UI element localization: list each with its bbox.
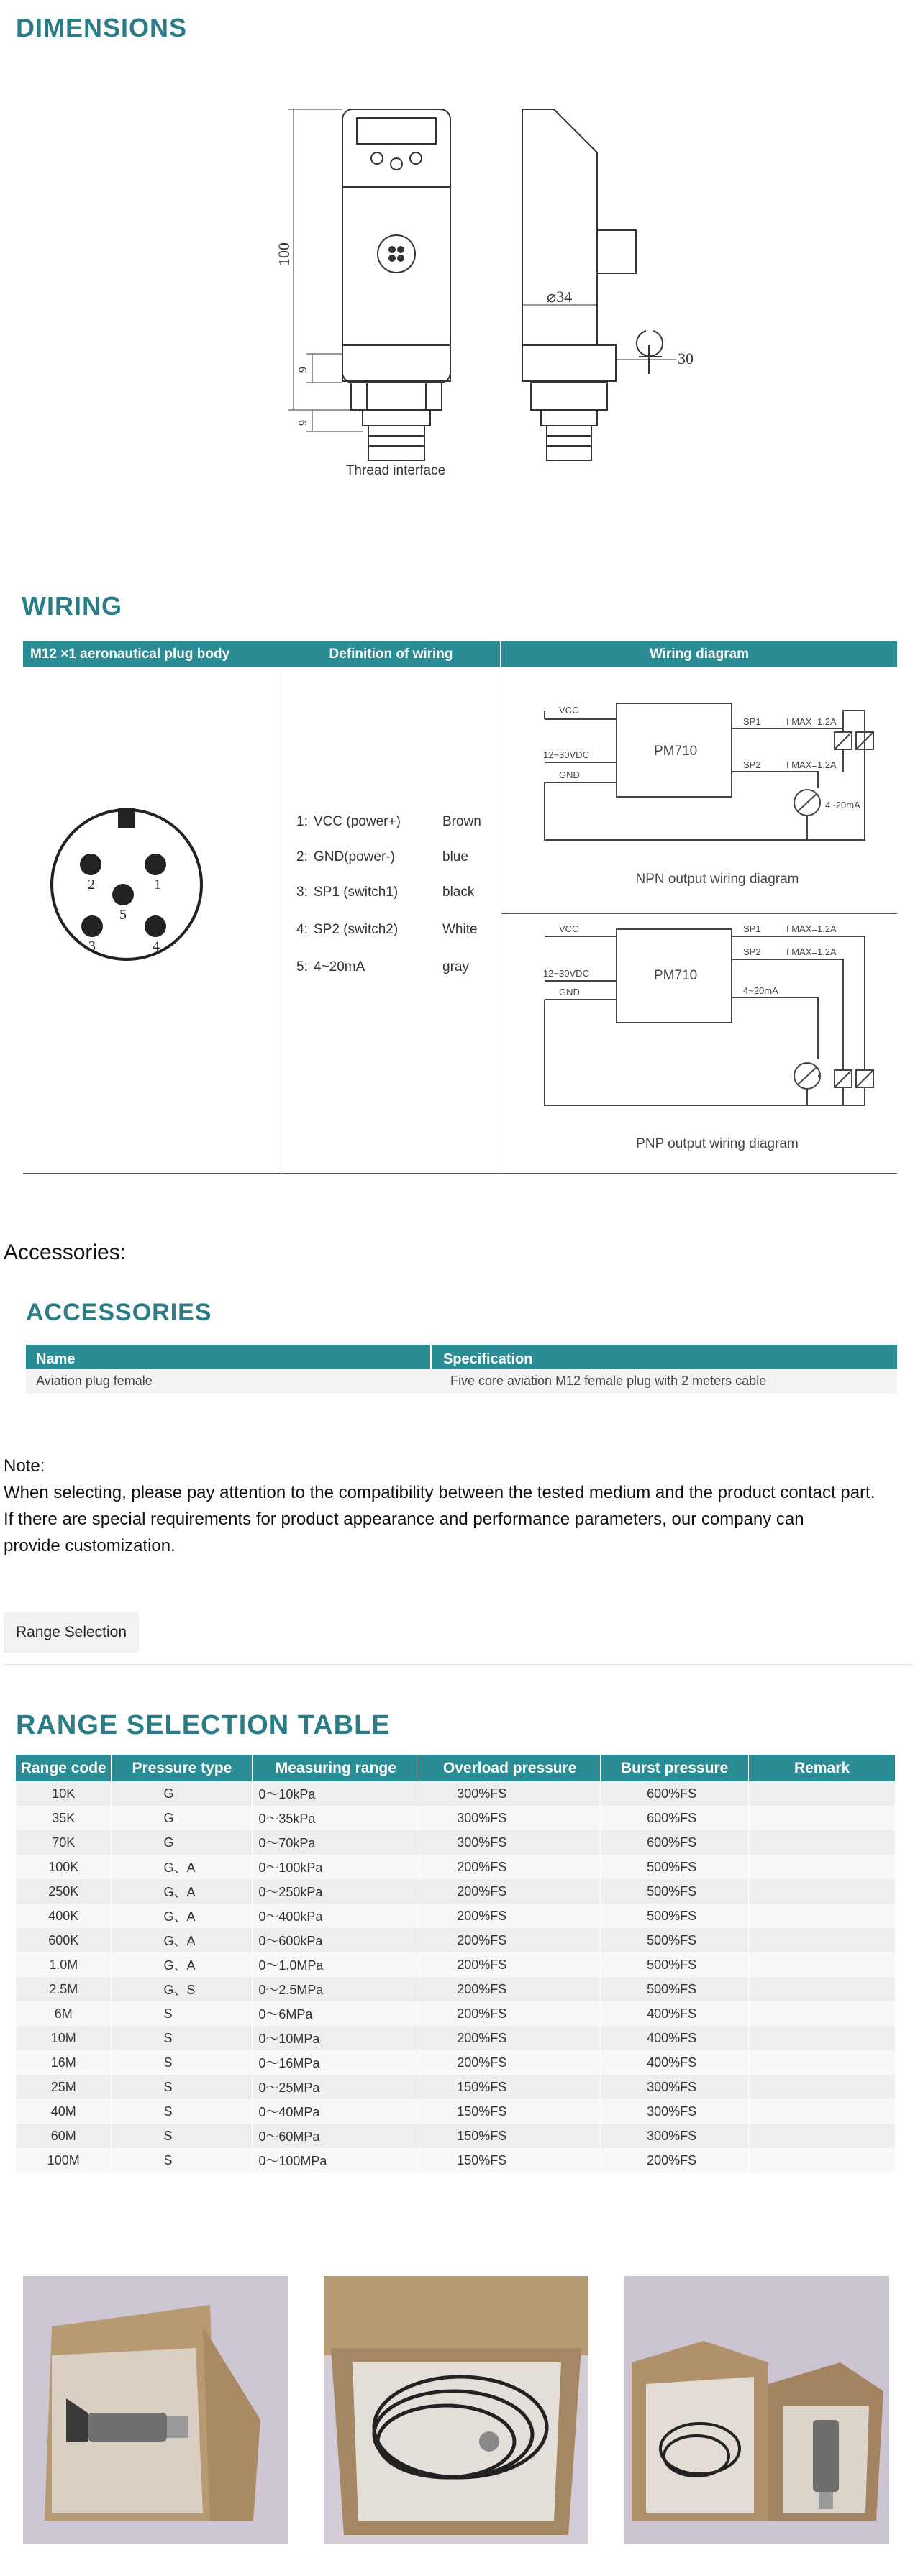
dim-height-label: 100	[275, 242, 293, 266]
table-row: 1.0M G、A 0～1.0MPa 200%FS 500%FS	[16, 1952, 896, 1977]
table-row: 100M S 0～100MPa 150%FS 200%FS	[16, 2148, 896, 2173]
pin-4-label: 4	[153, 938, 160, 954]
pnp-sp2-label: SP2	[743, 946, 761, 957]
table-row: 35K G 0～35kPa 300%FS 600%FS	[16, 1806, 896, 1830]
pin-5-label: 5	[119, 907, 127, 923]
range-table-header	[16, 1755, 896, 1781]
npn-analog-label: 4~20mA	[825, 800, 860, 810]
npn-model-label: PM710	[654, 744, 698, 759]
note-line-2: If there are special requirements for product appearance and performance parameters, our company can	[4, 1509, 804, 1529]
wiring-header-plug: M12 ×1 aeronautical plug body	[23, 641, 288, 667]
pin-3-label: 3	[88, 938, 96, 954]
table-row: 2.5M G、S 0～2.5MPa 200%FS 500%FS	[16, 1977, 896, 2001]
dim-small-label-1: 9	[297, 367, 309, 373]
pin-2-label: 2	[88, 877, 95, 892]
dimensions-drawing	[273, 101, 705, 489]
dim-side-label: 30	[678, 350, 694, 367]
pnp-gnd-label: GND	[559, 987, 580, 997]
accessories-label: Accessories:	[4, 1241, 127, 1264]
m12-plug-connector	[47, 805, 206, 964]
pnp-model-label: PM710	[654, 968, 698, 983]
note-line-3: provide customization.	[4, 1536, 176, 1556]
product-photo-2	[324, 2276, 588, 2544]
table-row: 70K G 0～70kPa 300%FS 600%FS	[16, 1830, 896, 1855]
table-row: 6M S 0～6MPa 200%FS 400%FS	[16, 2001, 896, 2026]
product-photo-3	[624, 2276, 889, 2544]
dimensions-title: DIMENSIONS	[16, 13, 188, 42]
pin-1-label: 1	[154, 877, 161, 892]
table-row: 40M S 0～40MPa 150%FS 300%FS	[16, 2099, 896, 2124]
wiring-header-diagram: Wiring diagram	[501, 641, 897, 667]
accessories-header-name: Name	[26, 1345, 430, 1369]
pnp-analog-label: 4~20mA	[743, 985, 778, 996]
note-block	[4, 1453, 921, 1559]
table-row: 400K G、A 0～400kPa 200%FS 500%FS	[16, 1904, 896, 1928]
npn-supply-label: 12~30VDC	[543, 749, 589, 760]
table-row: 600K G、A 0～600kPa 200%FS 500%FS	[16, 1928, 896, 1952]
dim-small-label-2: 9	[297, 420, 309, 426]
accessories-row	[26, 1369, 897, 1394]
range-header-type: Pressure type	[112, 1755, 253, 1781]
wiring-header-definition: Definition of wiring	[282, 641, 500, 667]
pnp-vcc-label: VCC	[559, 923, 579, 934]
wiring-table: M12 ×1 aeronautical plug body Definition of wiring Wiring diagram 2 1 5 3 4 1: VCC (power+) Brown 2: GND(power-) blue 3: SP1 (switch1) black 4: SP2 (switch2) White 5: 4~20mA gray VCC 12~30VDC GND PM710 SP1 SP2 I MAX=1.2A I MAX=1.2A 4~20mA NPN output wiring diagram VCC 12~30VDC GND PM710 SP1 SP2 I MAX=1.2A I MAX=1.2A 4~20mA PNP output wiring diagram	[23, 641, 897, 1174]
pnp-caption: PNP output wiring diagram	[636, 1136, 799, 1151]
accessory-name: Aviation plug female	[36, 1374, 153, 1388]
table-row: 10K G 0～10kPa 300%FS 600%FS	[16, 1781, 896, 1806]
range-header-remark: Remark	[749, 1755, 896, 1781]
thread-interface-label: Thread interface	[345, 463, 446, 478]
table-row: 25M S 0～25MPa 150%FS 300%FS	[16, 2075, 896, 2099]
accessory-spec: Five core aviation M12 female plug with 2 meters cable	[450, 1374, 767, 1388]
range-header-measuring: Measuring range	[253, 1755, 419, 1781]
accessories-header-spec: Specification	[432, 1345, 897, 1369]
range-selection-table	[16, 1755, 896, 2173]
npn-sp1-label: SP1	[743, 716, 761, 727]
range-header-code: Range code	[16, 1755, 112, 1781]
range-header-overload: Overload pressure	[419, 1755, 601, 1781]
range-table-title: RANGE SELECTION TABLE	[16, 1710, 391, 1740]
table-row: 250K G、A 0～250kPa 200%FS 500%FS	[16, 1879, 896, 1904]
pnp-imax2-label: I MAX=1.2A	[786, 946, 837, 957]
note-label: Note:	[4, 1456, 45, 1476]
npn-caption: NPN output wiring diagram	[635, 872, 799, 887]
table-row: 10M S 0～10MPa 200%FS 400%FS	[16, 2026, 896, 2050]
table-row: 60M S 0～60MPa 150%FS 300%FS	[16, 2124, 896, 2148]
npn-gnd-label: GND	[559, 769, 580, 780]
table-row: 100K G、A 0～100kPa 200%FS 500%FS	[16, 1855, 896, 1879]
accessories-title: ACCESSORIES	[26, 1299, 212, 1326]
npn-imax2-label: I MAX=1.2A	[786, 759, 837, 770]
range-header-burst: Burst pressure	[601, 1755, 749, 1781]
pnp-wiring-diagram	[501, 915, 897, 1172]
npn-sp2-label: SP2	[743, 759, 761, 770]
table-row: 16M S 0～16MPa 200%FS 400%FS	[16, 2050, 896, 2075]
npn-vcc-label: VCC	[559, 705, 579, 716]
dim-diameter-label: ⌀34	[547, 288, 573, 306]
pnp-supply-label: 12~30VDC	[543, 968, 589, 979]
product-photo-1	[23, 2276, 288, 2544]
npn-wiring-diagram	[501, 667, 897, 913]
pnp-sp1-label: SP1	[743, 923, 761, 934]
note-line-1: When selecting, please pay attention to the compatibility between the tested medium and the product contact part.	[4, 1483, 876, 1502]
wiring-title: WIRING	[22, 591, 122, 621]
pnp-imax1-label: I MAX=1.2A	[786, 923, 837, 934]
npn-imax1-label: I MAX=1.2A	[786, 716, 837, 727]
range-selection-tab[interactable]: Range Selection	[4, 1612, 139, 1653]
